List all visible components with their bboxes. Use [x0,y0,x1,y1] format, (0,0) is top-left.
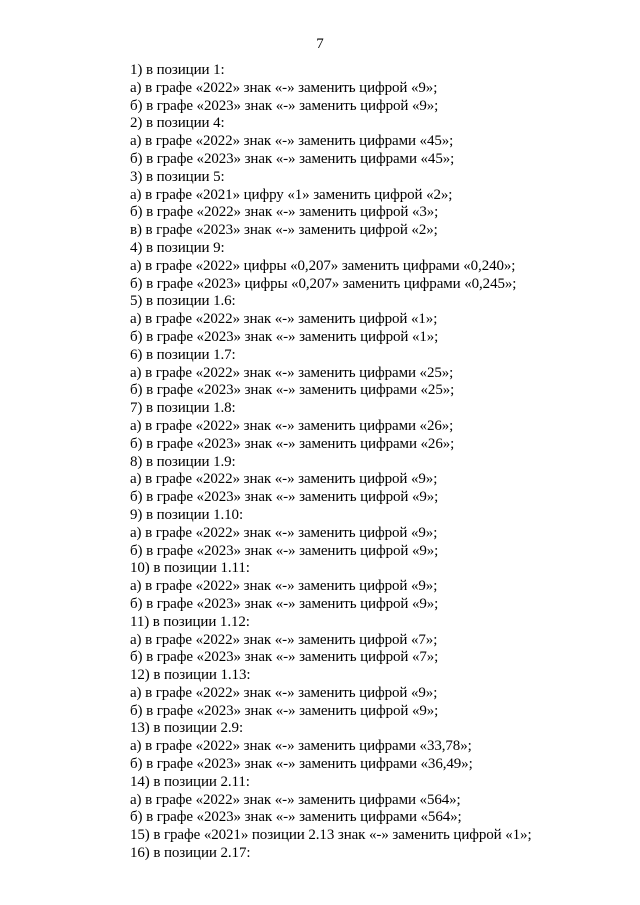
item-subclause: а) в графе «2022» знак «-» заменить цифрой «9»; [130,684,438,701]
item-subclause: а) в графе «2022» знак «-» заменить цифрой «9»; [130,524,438,541]
item-heading: 7) в позиции 1.8: [130,400,236,417]
item-subclause: б) в графе «2023» знак «-» заменить цифрами «564»; [130,809,462,826]
item-subclause: б) в графе «2023» знак «-» заменить цифрами «25»; [130,382,455,399]
item-subclause: а) в графе «2022» знак «-» заменить цифрами «45»; [130,133,454,150]
item-heading: 6) в позиции 1.7: [130,346,236,363]
item-heading: 5) в позиции 1.6: [130,293,236,310]
item-subclause: в) в графе «2023» знак «-» заменить цифрой «2»; [130,222,438,239]
item-heading: 10) в позиции 1.11: [130,560,250,577]
item-subclause: а) в графе «2022» знак «-» заменить цифрой «1»; [130,311,438,328]
item-subclause: б) в графе «2023» знак «-» заменить цифрами «36,49»; [130,756,473,773]
item-subclause: а) в графе «2022» знак «-» заменить цифрами «26»; [130,417,454,434]
item-heading: 8) в позиции 1.9: [130,453,236,470]
item-subclause: а) в графе «2022» знак «-» заменить цифрами «564»; [130,791,461,808]
item-heading: 16) в позиции 2.17: [130,845,251,862]
item-heading: 3) в позиции 5: [130,168,225,185]
item-heading: 2) в позиции 4: [130,115,225,132]
item-subclause: б) в графе «2023» знак «-» заменить цифрой «9»; [130,702,439,719]
item-heading: 1) в позиции 1: [130,62,225,78]
item-subclause: б) в графе «2023» знак «-» заменить цифрой «7»; [130,649,439,666]
item-heading: 14) в позиции 2.11: [130,773,250,790]
amendment-list [130,62,630,863]
item-subclause: а) в графе «2022» знак «-» заменить цифрами «25»; [130,364,454,381]
item-subclause: а) в графе «2022» знак «-» заменить цифрой «9»; [130,578,438,595]
item-heading: 12) в позиции 1.13: [130,667,251,684]
item-subclause: б) в графе «2023» цифры «0,207» заменить цифрами «0,245»; [130,275,517,292]
item-subclause: б) в графе «2023» знак «-» заменить цифрой «9»; [130,97,439,114]
item-subclause: а) в графе «2022» цифры «0,207» заменить цифрами «0,240»; [130,257,516,274]
item-heading: 4) в позиции 9: [130,239,225,256]
item-subclause: б) в графе «2023» знак «-» заменить цифрой «9»; [130,489,439,506]
item-heading: 9) в позиции 1.10: [130,506,244,523]
item-subclause: б) в графе «2023» знак «-» заменить цифрой «1»; [130,328,439,345]
item-subclause: а) в графе «2021» цифру «1» заменить цифрой «2»; [130,186,453,203]
item-subclause: а) в графе «2022» знак «-» заменить цифрой «9»; [130,79,438,96]
item-heading: 15) в графе «2021» позиции 2.13 знак «-» заменить цифрой «1»; [130,827,532,844]
page-number: 7 [316,36,324,52]
item-subclause: б) в графе «2023» знак «-» заменить цифрой «9»; [130,595,439,612]
item-subclause: б) в графе «2023» знак «-» заменить цифрами «45»; [130,150,455,167]
item-subclause: а) в графе «2022» знак «-» заменить цифрой «7»; [130,631,438,648]
item-heading: 13) в позиции 2.9: [130,720,244,737]
item-subclause: б) в графе «2023» знак «-» заменить цифрами «26»; [130,435,455,452]
item-subclause: б) в графе «2023» знак «-» заменить цифрой «9»; [130,542,439,559]
item-subclause: а) в графе «2022» знак «-» заменить цифрами «33,78»; [130,738,472,755]
item-heading: 11) в позиции 1.12: [130,613,250,630]
item-subclause: б) в графе «2022» знак «-» заменить цифрой «3»; [130,204,439,221]
item-subclause: а) в графе «2022» знак «-» заменить цифрой «9»; [130,471,438,488]
